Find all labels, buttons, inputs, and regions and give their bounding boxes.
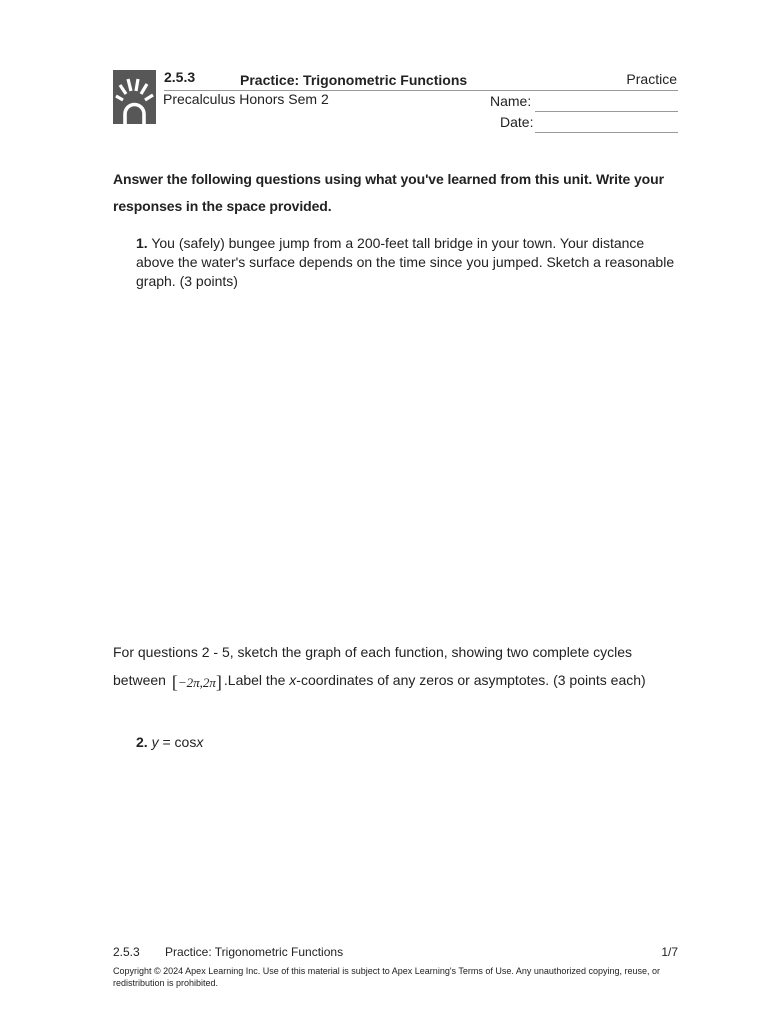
page-title: Practice: Trigonometric Functions	[240, 72, 468, 88]
variable-x: x	[289, 671, 297, 688]
question-1	[136, 234, 681, 291]
section-number: 2.5.3	[164, 69, 196, 85]
intro-text: -coordinates of any zeros or asymptotes. (3 points each)	[296, 671, 646, 688]
question-number: 1.	[136, 235, 148, 251]
intro-text: For questions 2 - 5, sketch the graph of each function, showing two complete cycles between	[113, 644, 633, 688]
course-name: Precalculus Honors Sem 2	[163, 91, 329, 107]
interval-value: −2π,2π	[177, 674, 216, 690]
intro-text: .Label the	[223, 671, 290, 688]
footer-title: Practice: Trigonometric Functions	[165, 945, 344, 959]
date-field[interactable]	[535, 132, 678, 133]
question-number: 2.	[136, 734, 148, 750]
copyright-notice: Copyright © 2024 Apex Learning Inc. Use of this material is subject to Apex Learning's Terms of Use. Any unauthorized copying, reuse, or redistribution is prohibited.	[113, 966, 660, 988]
name-label: Name:	[490, 93, 532, 109]
date-label: Date:	[500, 114, 534, 130]
interval-open-bracket: [	[171, 671, 178, 692]
apex-learning-logo-icon	[113, 70, 156, 124]
variable-y: y	[151, 734, 159, 750]
question-text: You (safely) bungee jump from a 200-feet tall bridge in your town. Your distance above the water's surface depends on the time since you jumped. Sketch a reasonable graph. (3 points)	[136, 235, 675, 289]
document-type-label: Practice	[626, 71, 677, 87]
equation-text: = cos	[158, 734, 197, 750]
footer-section-number: 2.5.3	[113, 945, 140, 959]
interval-expression	[170, 669, 224, 697]
question-2	[136, 734, 203, 750]
instructions: Answer the following questions using what you've learned from this unit. Write your responses in the space provided.	[113, 171, 664, 214]
page-number: 1/7	[661, 945, 678, 959]
variable-x: x	[196, 734, 204, 750]
questions-intro	[113, 639, 683, 696]
name-field[interactable]	[535, 111, 678, 112]
interval-close-bracket: ]	[215, 671, 222, 692]
